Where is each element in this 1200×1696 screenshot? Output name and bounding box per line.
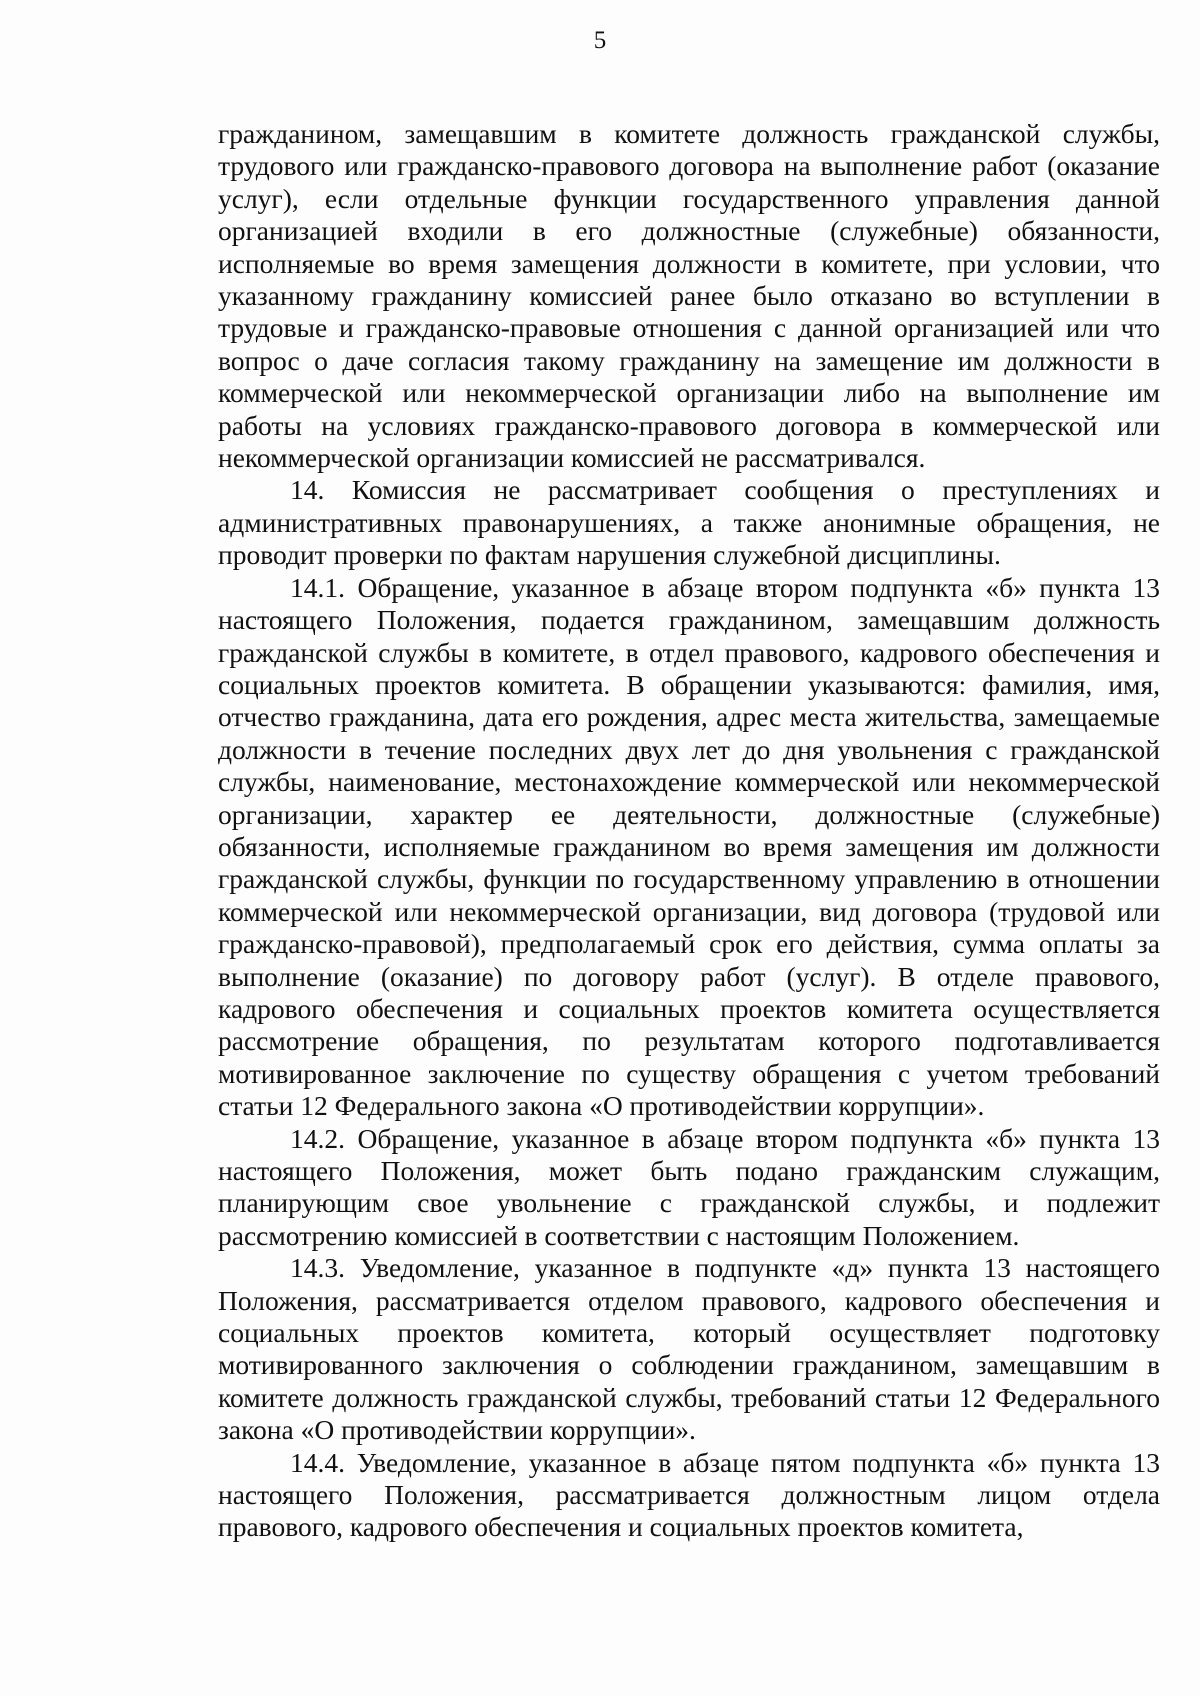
paragraph-14-2: 14.2. Обращение, указанное в абзаце втором подпункта «б» пункта 13 настоящего Положения, может быть подано гражданским служащим, планирующим свое увольнение с гражданской службы, и подлежит рассмотрению комиссией в соответствии с настоящим Положением.	[218, 1122, 1160, 1251]
paragraph-14: 14. Комиссия не рассматривает сообщения о преступлениях и административных правонарушениях, а также анонимные обращения, не проводит проверки по фактам нарушения служебной дисциплины.	[218, 474, 1160, 571]
paragraph-14-3: 14.3. Уведомление, указанное в подпункте «д» пункта 13 настоящего Положения, рассматривается отделом правового, кадрового обеспечения и социальных проектов комитета, который осуществляет подготовку мотивированного заключения о соблюдении гражданином, замещавшим в комитете должность гражданской службы, требований статьи 12 Федерального закона «О противодействии коррупции».	[218, 1252, 1160, 1446]
page-number: 5	[593, 27, 607, 54]
paragraph-14-1: 14.1. Обращение, указанное в абзаце втором подпункта «б» пункта 13 настоящего Положения, подается гражданином, замещавшим должность гражданской службы в комитете, в отдел правового, кадрового обеспечения и социальных проектов комитета. В обращении указываются: фамилия, имя, отчество гражданина, дата его рождения, адрес места жительства, замещаемые должности в течение последних двух лет до дня увольнения с гражданской службы, наименование, местонахождение коммерческой или некоммерческой организации, характер ее деятельности, должностные (служебные) обязанности, исполняемые гражданином во время замещения им должности гражданской службы, функции по государственному управлению в отношении коммерческой или некоммерческой организации, вид договора (трудовой или гражданско-правовой), предполагаемый срок его действия, сумма оплаты за выполнение (оказание) по договору работ (услуг). В отделе правового, кадрового обеспечения и социальных проектов комитета осуществляется рассмотрение обращения, по результатам которого подготавливается мотивированное заключение по существу обращения с учетом требований статьи 12 Федерального закона «О противодействии коррупции».	[218, 571, 1160, 1122]
paragraph-14-4: 14.4. Уведомление, указанное в абзаце пятом подпункта «б» пункта 13 настоящего Положения, рассматривается должностным лицом отдела правового, кадрового обеспечения и социальных проектов комитета,	[218, 1446, 1160, 1543]
document-body	[218, 118, 1160, 1544]
paragraph-continuation: гражданином, замещавшим в комитете должность гражданской службы, трудового или гражданско-правового договора на выполнение работ (оказание услуг), если отдельные функции государственного управления данной организацией входили в его должностные (служебные) обязанности, исполняемые во время замещения должности в комитете, при условии, что указанному гражданину комиссией ранее было отказано во вступлении в трудовые и гражданско-правовые отношения с данной организацией или что вопрос о даче согласия такому гражданину на замещение им должности в коммерческой или некоммерческой организации либо на выполнение им работы на условиях гражданско-правового договора в коммерческой или некоммерческой организации комиссией не рассматривался.	[218, 118, 1160, 474]
